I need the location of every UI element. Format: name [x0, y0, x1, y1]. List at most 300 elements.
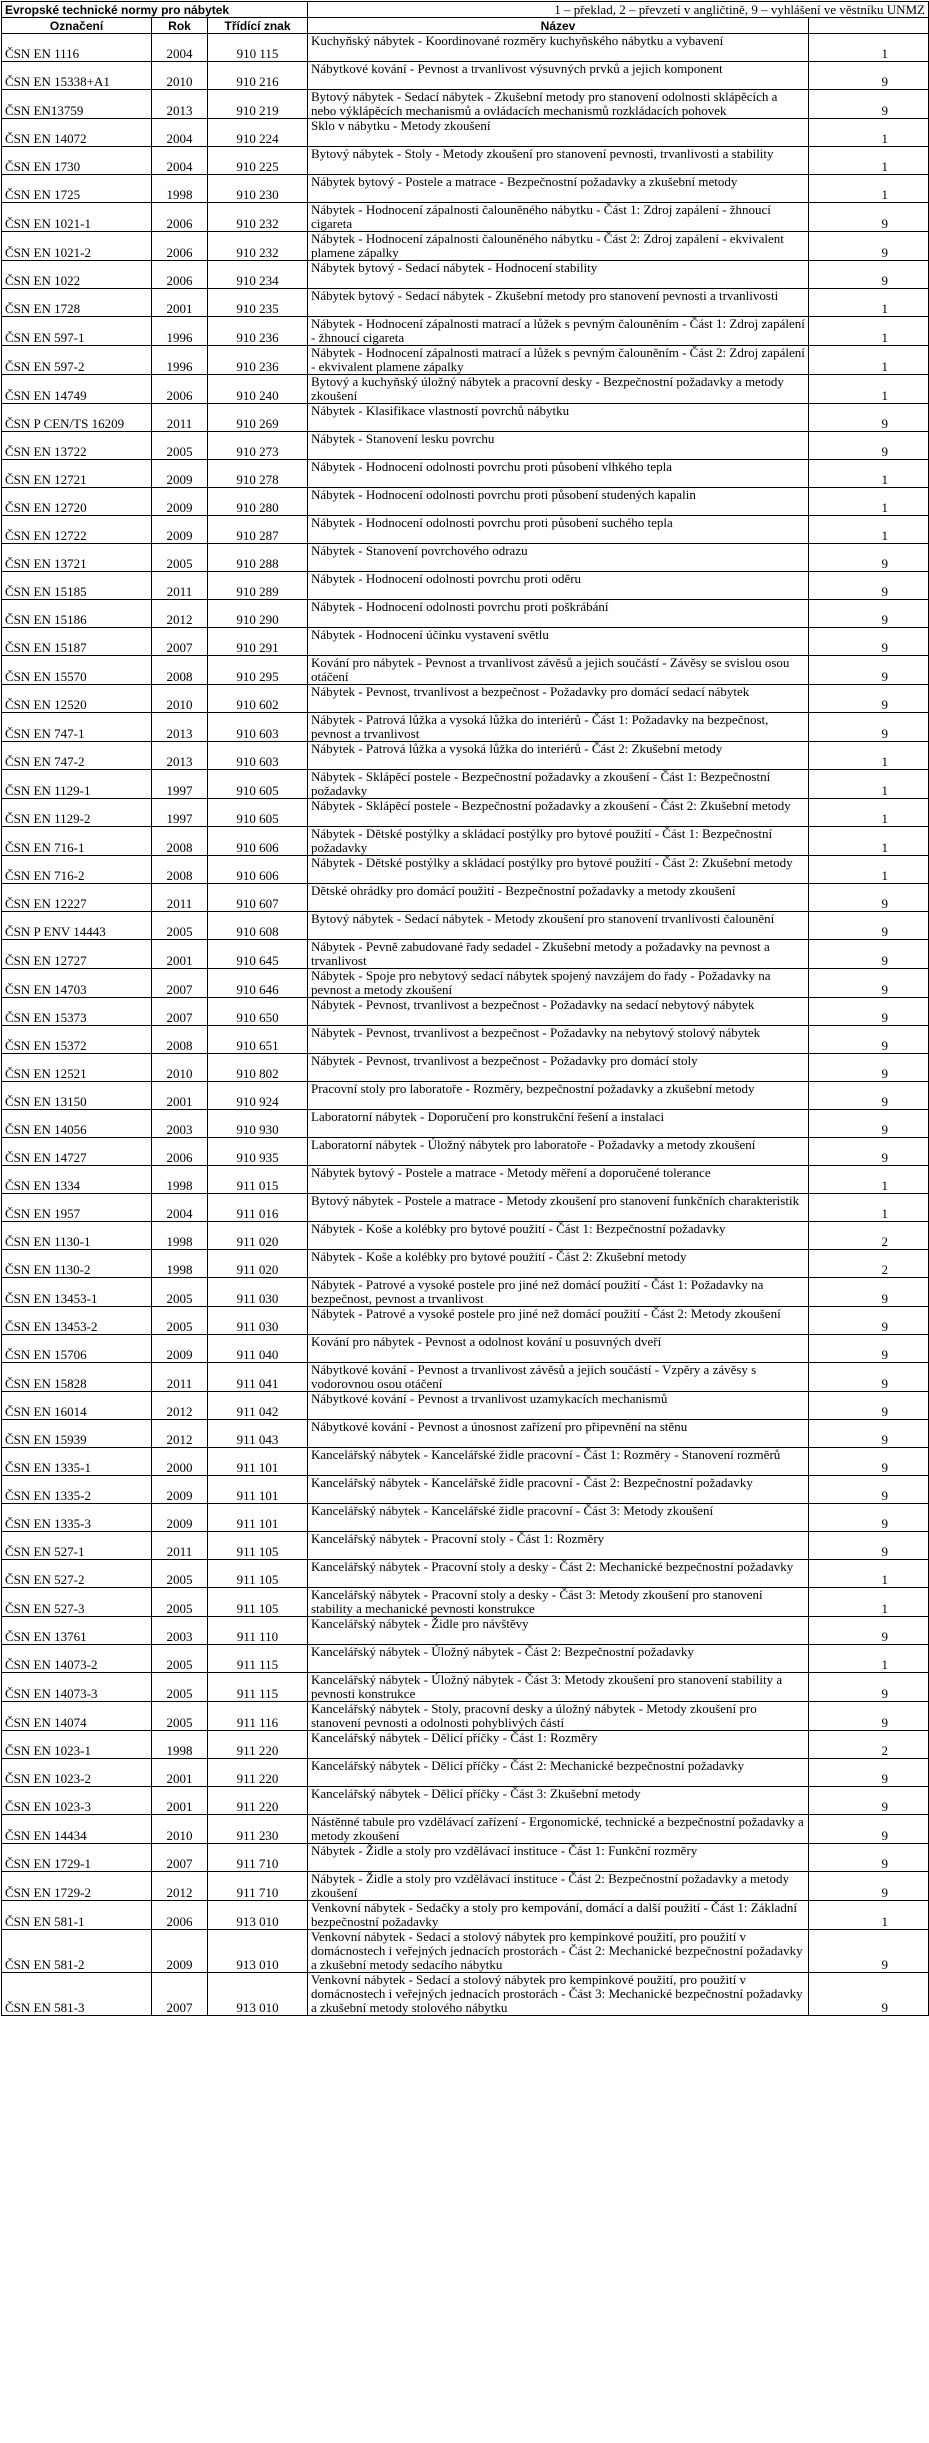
- status-flag: 1: [809, 1560, 929, 1588]
- table-row: [2, 1504, 929, 1532]
- year: 2007: [152, 1973, 208, 2016]
- classification-code: 911 043: [208, 1420, 308, 1448]
- table-row: [2, 572, 929, 600]
- standard-title: Nábytek - Pevnost, trvanlivost a bezpečnost - Požadavky pro domácí sedací nábytek: [308, 685, 809, 713]
- table-row: [2, 1872, 929, 1901]
- table-row: [2, 488, 929, 516]
- standard-code: ČSN EN 1023-3: [2, 1787, 152, 1815]
- standard-title: Kancelářský nábytek - Pracovní stoly a desky - Část 3: Metody zkoušení pro stanovení stability a mechanické pevnosti konstrukce: [308, 1588, 809, 1617]
- classification-code: 911 110: [208, 1617, 308, 1645]
- year: 2006: [152, 1138, 208, 1166]
- status-flag: 9: [809, 998, 929, 1026]
- year: 2009: [152, 1476, 208, 1504]
- standard-code: ČSN EN 14703: [2, 969, 152, 998]
- standard-title: Venkovní nábytek - Sedačky a stoly pro kempování, domácí a další použití - Část 1: Základní bezpečnostní požadavky: [308, 1901, 809, 1930]
- status-flag: 2: [809, 1222, 929, 1250]
- standard-title: Nábytek - Sklápěcí postele - Bezpečnostní požadavky a zkoušení - Část 1: Bezpečnostní požadavky: [308, 770, 809, 799]
- year: 2012: [152, 1872, 208, 1901]
- standard-code: ČSN EN 1957: [2, 1194, 152, 1222]
- table-title: Evropské technické normy pro nábytek: [2, 2, 308, 18]
- table-row: [2, 375, 929, 404]
- year: 2013: [152, 90, 208, 119]
- year: 2001: [152, 940, 208, 969]
- table-row: [2, 1844, 929, 1872]
- standard-code: ČSN EN 14072: [2, 119, 152, 147]
- table-row: [2, 544, 929, 572]
- table-row: [2, 628, 929, 656]
- standard-code: ČSN EN 12227: [2, 884, 152, 912]
- status-flag: 9: [809, 1532, 929, 1560]
- table-row: [2, 940, 929, 969]
- standard-title: Kancelářský nábytek - Pracovní stoly a desky - Část 2: Mechanické bezpečnostní požadavky: [308, 1560, 809, 1588]
- classification-code: 910 289: [208, 572, 308, 600]
- standard-title: Nábytek - Pevnost, trvanlivost a bezpečnost - Požadavky pro domácí stoly: [308, 1054, 809, 1082]
- standard-title: Nábytek - Dětské postýlky a skládací postýlky pro bytové použití - Část 2: Zkušební metody: [308, 856, 809, 884]
- table-row: [2, 1392, 929, 1420]
- year: 2006: [152, 1901, 208, 1930]
- classification-code: 911 020: [208, 1222, 308, 1250]
- status-flag: 1: [809, 34, 929, 62]
- year: 2008: [152, 827, 208, 856]
- classification-code: 910 236: [208, 317, 308, 346]
- standard-title: Kancelářský nábytek - Úložný nábytek - Část 3: Metody zkoušení pro stanovení stability a pevnosti konstrukce: [308, 1673, 809, 1702]
- legend-text: 1 – překlad, 2 – převzetí v angličtině, 9 – vyhlášení ve věstníku UNMZ: [308, 2, 929, 18]
- table-row: [2, 404, 929, 432]
- table-row: [2, 1673, 929, 1702]
- standard-title: Nábytek - Koše a kolébky pro bytové použití - Část 2: Zkušební metody: [308, 1250, 809, 1278]
- status-flag: 9: [809, 713, 929, 742]
- classification-code: 910 225: [208, 147, 308, 175]
- standard-title: Nábytek - Hodnocení odolnosti povrchu proti působení vlhkého tepla: [308, 460, 809, 488]
- year: 2006: [152, 261, 208, 289]
- standard-code: ČSN EN 12520: [2, 685, 152, 713]
- standard-title: Nábytek - Patrová lůžka a vysoká lůžka do interiérů - Část 1: Požadavky na bezpečnost, pevnost a trvanlivost: [308, 713, 809, 742]
- status-flag: 1: [809, 856, 929, 884]
- classification-code: 910 930: [208, 1110, 308, 1138]
- status-flag: 9: [809, 1787, 929, 1815]
- year: 2001: [152, 289, 208, 317]
- status-flag: 9: [809, 1702, 929, 1731]
- classification-code: 911 105: [208, 1560, 308, 1588]
- standard-title: Nábytek - Stanovení povrchového odrazu: [308, 544, 809, 572]
- classification-code: 910 606: [208, 827, 308, 856]
- status-flag: 1: [809, 147, 929, 175]
- standard-code: ČSN EN 15187: [2, 628, 152, 656]
- year: 2010: [152, 1054, 208, 1082]
- classification-code: 911 101: [208, 1476, 308, 1504]
- classification-code: 911 016: [208, 1194, 308, 1222]
- year: 2006: [152, 203, 208, 232]
- standard-title: Nábytek - Hodnocení účinku vystavení světlu: [308, 628, 809, 656]
- year: 2010: [152, 62, 208, 90]
- standard-code: ČSN EN 15372: [2, 1026, 152, 1054]
- classification-code: 910 232: [208, 232, 308, 261]
- standard-title: Nábytkové kování - Pevnost a trvanlivost závěsů a jejich součástí - Vzpěry a závěsy s vodorovnou osou otáčení: [308, 1363, 809, 1392]
- table-row: [2, 346, 929, 375]
- table-row: [2, 516, 929, 544]
- column-header-oznaceni: Označení: [2, 18, 152, 34]
- classification-code: 910 603: [208, 742, 308, 770]
- status-flag: 1: [809, 375, 929, 404]
- table-row: [2, 1250, 929, 1278]
- status-flag: 9: [809, 1392, 929, 1420]
- year: 2013: [152, 742, 208, 770]
- status-flag: 1: [809, 460, 929, 488]
- classification-code: 911 115: [208, 1673, 308, 1702]
- status-flag: 9: [809, 600, 929, 628]
- standard-code: ČSN EN 16014: [2, 1392, 152, 1420]
- status-flag: 9: [809, 432, 929, 460]
- table-row: [2, 1560, 929, 1588]
- table-row: [2, 232, 929, 261]
- standard-code: ČSN EN 15338+A1: [2, 62, 152, 90]
- classification-code: 911 101: [208, 1504, 308, 1532]
- standard-title: Bytový a kuchyňský úložný nábytek a pracovní desky - Bezpečnostní požadavky a metody zkoušení: [308, 375, 809, 404]
- status-flag: 1: [809, 119, 929, 147]
- status-flag: 1: [809, 289, 929, 317]
- standard-title: Nábytek - Pevnost, trvanlivost a bezpečnost - Požadavky na sedací nebytový nábytek: [308, 998, 809, 1026]
- status-flag: 9: [809, 404, 929, 432]
- standard-code: ČSN EN 716-2: [2, 856, 152, 884]
- table-row: [2, 1532, 929, 1560]
- table-row: [2, 147, 929, 175]
- status-flag: 9: [809, 1448, 929, 1476]
- standard-code: ČSN EN 1728: [2, 289, 152, 317]
- standard-title: Venkovní nábytek - Sedací a stolový nábytek pro kempinkové použití, pro použití v domácnostech i veřejných jednacích prostorách - Část 2: Mechanické bezpečnostní požadavky a zkušební metody sedacího nábytku: [308, 1930, 809, 1973]
- table-row: [2, 460, 929, 488]
- standard-code: ČSN EN 14727: [2, 1138, 152, 1166]
- table-row: [2, 1194, 929, 1222]
- table-row: [2, 1973, 929, 2016]
- standard-code: ČSN EN 13453-1: [2, 1278, 152, 1307]
- status-flag: 9: [809, 1930, 929, 1973]
- classification-code: 910 605: [208, 770, 308, 799]
- year: 2003: [152, 1110, 208, 1138]
- table-row: [2, 62, 929, 90]
- standard-code: ČSN EN 1729-1: [2, 1844, 152, 1872]
- status-flag: 2: [809, 1250, 929, 1278]
- standard-code: ČSN EN 15373: [2, 998, 152, 1026]
- table-row: [2, 175, 929, 203]
- standard-code: ČSN EN 12727: [2, 940, 152, 969]
- status-flag: 9: [809, 912, 929, 940]
- status-flag: 9: [809, 1815, 929, 1844]
- year: 2007: [152, 628, 208, 656]
- status-flag: 2: [809, 1731, 929, 1759]
- standard-code: ČSN EN 12722: [2, 516, 152, 544]
- table-row: [2, 432, 929, 460]
- standard-title: Nástěnné tabule pro vzdělávací zařízení - Ergonomické, technické a bezpečnostní požadavky a metody zkoušení: [308, 1815, 809, 1844]
- status-flag: 1: [809, 1645, 929, 1673]
- classification-code: 913 010: [208, 1930, 308, 1973]
- classification-code: 910 235: [208, 289, 308, 317]
- year: 2009: [152, 1335, 208, 1363]
- table-row: [2, 1278, 929, 1307]
- year: 2005: [152, 544, 208, 572]
- classification-code: 910 935: [208, 1138, 308, 1166]
- standard-title: Nábytek - Hodnocení zápalnosti matrací a lůžek s pevným čalouněním - Část 2: Zdroj zapálení - ekvivalent plamene zápalky: [308, 346, 809, 375]
- year: 2004: [152, 1194, 208, 1222]
- status-flag: 9: [809, 261, 929, 289]
- status-flag: 9: [809, 1973, 929, 2016]
- standard-code: ČSN EN 13453-2: [2, 1307, 152, 1335]
- table-row: [2, 261, 929, 289]
- year: 2009: [152, 1504, 208, 1532]
- table-row: [2, 884, 929, 912]
- standard-title: Bytový nábytek - Sedací nábytek - Zkušební metody pro stanovení odolnosti sklápěcích a nebo výklápěcích mechanismů a ovládacích mechanismů rozkládacích pohovek: [308, 90, 809, 119]
- status-flag: 9: [809, 969, 929, 998]
- standard-code: ČSN EN 747-2: [2, 742, 152, 770]
- classification-code: 910 224: [208, 119, 308, 147]
- table-row: [2, 90, 929, 119]
- standard-title: Sklo v nábytku - Metody zkoušení: [308, 119, 809, 147]
- standard-title: Nábytek - Hodnocení odolnosti povrchu proti poškrábání: [308, 600, 809, 628]
- table-row: [2, 1335, 929, 1363]
- status-flag: 1: [809, 488, 929, 516]
- year: 2011: [152, 884, 208, 912]
- standard-code: ČSN EN 527-3: [2, 1588, 152, 1617]
- classification-code: 911 710: [208, 1872, 308, 1901]
- year: 2005: [152, 432, 208, 460]
- classification-code: 910 291: [208, 628, 308, 656]
- classification-code: 910 278: [208, 460, 308, 488]
- classification-code: 910 219: [208, 90, 308, 119]
- standard-code: ČSN EN 1729-2: [2, 1872, 152, 1901]
- standard-title: Nábytkové kování - Pevnost a únosnost zařízení pro připevnění na stěnu: [308, 1420, 809, 1448]
- classification-code: 910 295: [208, 656, 308, 685]
- classification-code: 911 105: [208, 1532, 308, 1560]
- year: 2006: [152, 232, 208, 261]
- status-flag: 9: [809, 203, 929, 232]
- table-row: [2, 1645, 929, 1673]
- standard-title: Kancelářský nábytek - Pracovní stoly - Část 1: Rozměry: [308, 1532, 809, 1560]
- standard-code: ČSN EN 527-2: [2, 1560, 152, 1588]
- table-row: [2, 685, 929, 713]
- year: 2010: [152, 1815, 208, 1844]
- classification-code: 911 220: [208, 1759, 308, 1787]
- status-flag: 9: [809, 1363, 929, 1392]
- classification-code: 910 287: [208, 516, 308, 544]
- year: 2008: [152, 1026, 208, 1054]
- year: 2006: [152, 375, 208, 404]
- year: 2011: [152, 404, 208, 432]
- standards-table: [1, 1, 929, 2016]
- standard-title: Kancelářský nábytek - Dělicí příčky - Část 3: Zkušební metody: [308, 1787, 809, 1815]
- year: 2005: [152, 912, 208, 940]
- table-row: [2, 998, 929, 1026]
- standard-title: Nábytek - Hodnocení odolnosti povrchu proti působení studených kapalin: [308, 488, 809, 516]
- table-row: [2, 1617, 929, 1645]
- status-flag: 9: [809, 90, 929, 119]
- standard-title: Nábytek - Pevnost, trvanlivost a bezpečnost - Požadavky na nebytový stolový nábytek: [308, 1026, 809, 1054]
- year: 2007: [152, 969, 208, 998]
- status-flag: 9: [809, 232, 929, 261]
- standard-code: ČSN EN 13722: [2, 432, 152, 460]
- table-row: [2, 1420, 929, 1448]
- year: 2012: [152, 1420, 208, 1448]
- year: 2012: [152, 1392, 208, 1420]
- status-flag: 9: [809, 1110, 929, 1138]
- standard-title: Nábytek - Hodnocení odolnosti povrchu proti oděru: [308, 572, 809, 600]
- status-flag: 1: [809, 799, 929, 827]
- standard-code: ČSN EN 581-1: [2, 1901, 152, 1930]
- year: 1997: [152, 799, 208, 827]
- classification-code: 911 030: [208, 1278, 308, 1307]
- classification-code: 910 236: [208, 346, 308, 375]
- standard-code: ČSN EN 1023-2: [2, 1759, 152, 1787]
- standard-code: ČSN EN 1335-3: [2, 1504, 152, 1532]
- classification-code: 910 273: [208, 432, 308, 460]
- status-flag: 9: [809, 544, 929, 572]
- year: 1997: [152, 770, 208, 799]
- standard-code: ČSN P ENV 14443: [2, 912, 152, 940]
- standard-code: ČSN EN 1129-1: [2, 770, 152, 799]
- column-header-nazev: Název: [308, 18, 809, 34]
- standard-title: Nábytek - Koše a kolébky pro bytové použití - Část 1: Bezpečnostní požadavky: [308, 1222, 809, 1250]
- classification-code: 911 042: [208, 1392, 308, 1420]
- table-row: [2, 827, 929, 856]
- table-row: [2, 1759, 929, 1787]
- standard-code: ČSN EN 1021-1: [2, 203, 152, 232]
- table-row: [2, 34, 929, 62]
- status-flag: 1: [809, 742, 929, 770]
- standard-code: ČSN EN 14749: [2, 375, 152, 404]
- status-flag: 9: [809, 656, 929, 685]
- classification-code: 913 010: [208, 1973, 308, 2016]
- standard-title: Nábytek bytový - Postele a matrace - Bezpečnostní požadavky a zkušební metody: [308, 175, 809, 203]
- standard-code: ČSN EN 1725: [2, 175, 152, 203]
- classification-code: 910 232: [208, 203, 308, 232]
- standard-title: Nábytek - Patrová lůžka a vysoká lůžka do interiérů - Část 2: Zkušební metody: [308, 742, 809, 770]
- standard-title: Nábytek - Stanovení lesku povrchu: [308, 432, 809, 460]
- status-flag: 9: [809, 572, 929, 600]
- standard-code: ČSN EN 15939: [2, 1420, 152, 1448]
- status-flag: 9: [809, 1759, 929, 1787]
- standard-code: ČSN EN 12521: [2, 1054, 152, 1082]
- table-body: [2, 34, 929, 2016]
- classification-code: 910 924: [208, 1082, 308, 1110]
- standard-title: Nábytek - Židle a stoly pro vzdělávací instituce - Část 2: Bezpečnostní požadavky a metody zkoušení: [308, 1872, 809, 1901]
- standard-title: Kancelářský nábytek - Kancelářské židle pracovní - Část 2: Bezpečnostní požadavky: [308, 1476, 809, 1504]
- status-flag: 9: [809, 1476, 929, 1504]
- classification-code: 910 290: [208, 600, 308, 628]
- status-flag: 1: [809, 1901, 929, 1930]
- classification-code: 911 040: [208, 1335, 308, 1363]
- standard-code: ČSN EN 597-2: [2, 346, 152, 375]
- year: 2007: [152, 998, 208, 1026]
- status-flag: 1: [809, 346, 929, 375]
- status-flag: 1: [809, 827, 929, 856]
- table-row: [2, 856, 929, 884]
- standard-title: Laboratorní nábytek - Úložný nábytek pro laboratoře - Požadavky a metody zkoušení: [308, 1138, 809, 1166]
- year: 2004: [152, 147, 208, 175]
- standard-code: ČSN EN 527-1: [2, 1532, 152, 1560]
- standard-code: ČSN EN 12721: [2, 460, 152, 488]
- column-header-flag: [809, 18, 929, 34]
- standard-title: Dětské ohrádky pro domácí použití - Bezpečnostní požadavky a metody zkoušení: [308, 884, 809, 912]
- standard-code: ČSN EN13759: [2, 90, 152, 119]
- standard-code: ČSN EN 1334: [2, 1166, 152, 1194]
- classification-code: 910 645: [208, 940, 308, 969]
- standard-code: ČSN EN 15185: [2, 572, 152, 600]
- standard-title: Kancelářský nábytek - Židle pro návštěvy: [308, 1617, 809, 1645]
- table-row: [2, 289, 929, 317]
- classification-code: 910 602: [208, 685, 308, 713]
- year: 2005: [152, 1645, 208, 1673]
- table-row: [2, 119, 929, 147]
- standard-code: ČSN EN 15706: [2, 1335, 152, 1363]
- table-row: [2, 1731, 929, 1759]
- standard-code: ČSN EN 1130-1: [2, 1222, 152, 1250]
- standard-code: ČSN EN 14073-3: [2, 1673, 152, 1702]
- standard-code: ČSN EN 597-1: [2, 317, 152, 346]
- table-row: [2, 656, 929, 685]
- year: 2001: [152, 1082, 208, 1110]
- table-row: [2, 742, 929, 770]
- status-flag: 1: [809, 1588, 929, 1617]
- year: 2008: [152, 656, 208, 685]
- year: 2003: [152, 1617, 208, 1645]
- year: 2005: [152, 1560, 208, 1588]
- standard-title: Nábytek - Pevně zabudované řady sedadel - Zkušební metody a požadavky na pevnost a trvanlivost: [308, 940, 809, 969]
- classification-code: 910 646: [208, 969, 308, 998]
- table-row: [2, 1222, 929, 1250]
- year: 2005: [152, 1307, 208, 1335]
- table-row: [2, 912, 929, 940]
- classification-code: 911 015: [208, 1166, 308, 1194]
- classification-code: 911 115: [208, 1645, 308, 1673]
- status-flag: 1: [809, 1166, 929, 1194]
- status-flag: 9: [809, 884, 929, 912]
- classification-code: 911 030: [208, 1307, 308, 1335]
- status-flag: 9: [809, 1307, 929, 1335]
- column-header-tridici-znak: Třídící znak: [208, 18, 308, 34]
- standard-code: ČSN EN 1116: [2, 34, 152, 62]
- table-row: [2, 203, 929, 232]
- standard-title: Bytový nábytek - Stoly - Metody zkoušení pro stanovení pevnosti, trvanlivosti a stability: [308, 147, 809, 175]
- standard-title: Pracovní stoly pro laboratoře - Rozměry, bezpečnostní požadavky a zkušební metody: [308, 1082, 809, 1110]
- classification-code: 911 230: [208, 1815, 308, 1844]
- table-row: [2, 1476, 929, 1504]
- table-row: [2, 1588, 929, 1617]
- classification-code: 911 105: [208, 1588, 308, 1617]
- year: 2012: [152, 600, 208, 628]
- classification-code: 910 240: [208, 375, 308, 404]
- classification-code: 910 115: [208, 34, 308, 62]
- status-flag: 1: [809, 516, 929, 544]
- standard-title: Nábytkové kování - Pevnost a trvanlivost výsuvných prvků a jejich komponent: [308, 62, 809, 90]
- standard-title: Kancelářský nábytek - Kancelářské židle pracovní - Část 3: Metody zkoušení: [308, 1504, 809, 1532]
- status-flag: 1: [809, 770, 929, 799]
- standard-title: Nábytek - Patrové a vysoké postele pro jiné než domácí použití - Část 2: Metody zkoušení: [308, 1307, 809, 1335]
- standard-title: Kancelářský nábytek - Dělicí příčky - Část 1: Rozměry: [308, 1731, 809, 1759]
- status-flag: 9: [809, 1617, 929, 1645]
- year: 2009: [152, 460, 208, 488]
- table-row: [2, 713, 929, 742]
- status-flag: 9: [809, 62, 929, 90]
- standard-title: Kancelářský nábytek - Úložný nábytek - Část 2: Bezpečnostní požadavky: [308, 1645, 809, 1673]
- year: 2010: [152, 685, 208, 713]
- year: 1998: [152, 175, 208, 203]
- table-row: [2, 1901, 929, 1930]
- standard-title: Kování pro nábytek - Pevnost a trvanlivost závěsů a jejich součástí - Závěsy se svislou osou otáčení: [308, 656, 809, 685]
- standard-code: ČSN EN 12720: [2, 488, 152, 516]
- status-flag: 1: [809, 175, 929, 203]
- table-row: [2, 1082, 929, 1110]
- table-row: [2, 1930, 929, 1973]
- status-flag: 9: [809, 1335, 929, 1363]
- standard-title: Nábytek - Hodnocení zápalnosti čalouněného nábytku - Část 2: Zdroj zapálení - ekvivalent plamene zápalky: [308, 232, 809, 261]
